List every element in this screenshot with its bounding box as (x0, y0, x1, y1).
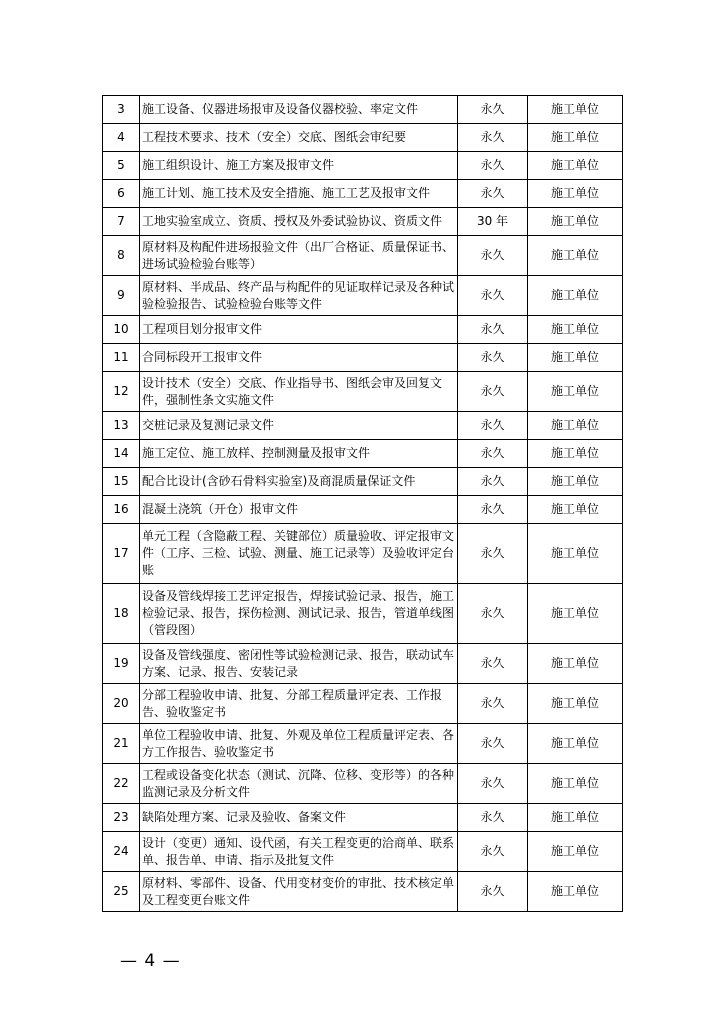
table-row (103, 124, 623, 152)
row-number: 10 (103, 316, 140, 344)
responsible-unit: 施工单位 (528, 644, 623, 684)
row-number: 17 (103, 524, 140, 584)
retention-period: 永久 (458, 412, 528, 440)
table-row (103, 496, 623, 524)
table-row (103, 180, 623, 208)
file-title: 单元工程（含隐蔽工程、关键部位）质量验收、评定报审文件（工序、三检、试验、测量、施工记录等）及验收评定台账 (140, 524, 458, 584)
retention-period: 永久 (458, 684, 528, 724)
table-row (103, 372, 623, 412)
row-number: 18 (103, 584, 140, 644)
row-number: 21 (103, 724, 140, 764)
row-number: 13 (103, 412, 140, 440)
file-title: 配合比设计(含砂石骨料实验室)及商混质量保证文件 (140, 468, 458, 496)
retention-period: 永久 (458, 344, 528, 372)
retention-period: 永久 (458, 764, 528, 804)
retention-period: 永久 (458, 152, 528, 180)
responsible-unit: 施工单位 (528, 276, 623, 316)
row-number: 5 (103, 152, 140, 180)
responsible-unit: 施工单位 (528, 724, 623, 764)
table-row (103, 236, 623, 276)
table-row (103, 832, 623, 872)
responsible-unit: 施工单位 (528, 684, 623, 724)
file-title: 设计技术（安全）交底、作业指导书、图纸会审及回复文件，强制性条文实施文件 (140, 372, 458, 412)
file-title: 工程或设备变化状态（测试、沉降、位移、变形等）的各种监测记录及分析文件 (140, 764, 458, 804)
responsible-unit: 施工单位 (528, 764, 623, 804)
row-number: 12 (103, 372, 140, 412)
row-number: 7 (103, 208, 140, 236)
row-number: 3 (103, 96, 140, 124)
file-title: 原材料、半成品、终产品与构配件的见证取样记录及各种试验检验报告、试验检验台账等文件 (140, 276, 458, 316)
file-title: 原材料及构配件进场报验文件（出厂合格证、质量保证书、进场试验检验台账等） (140, 236, 458, 276)
file-title: 设备及管线强度、密闭性等试验检测记录、报告，联动试车方案、记录、报告、安装记录 (140, 644, 458, 684)
retention-period: 永久 (458, 236, 528, 276)
table-row (103, 468, 623, 496)
file-title: 施工组织设计、施工方案及报审文件 (140, 152, 458, 180)
responsible-unit: 施工单位 (528, 832, 623, 872)
file-title: 原材料、零部件、设备、代用变材变价的审批、技术核定单及工程变更台账文件 (140, 872, 458, 912)
archive-table (102, 95, 623, 912)
file-title: 工程项目划分报审文件 (140, 316, 458, 344)
row-number: 25 (103, 872, 140, 912)
retention-period: 永久 (458, 468, 528, 496)
retention-period: 永久 (458, 584, 528, 644)
file-title: 分部工程验收申请、批复、分部工程质量评定表、工作报告、验收鉴定书 (140, 684, 458, 724)
file-title: 设备及管线焊接工艺评定报告，焊接试验记录、报告，施工检验记录、报告，探伤检测、测试记录、报告，管道单线图（管段图） (140, 584, 458, 644)
retention-period: 30 年 (458, 208, 528, 236)
table-row (103, 804, 623, 832)
responsible-unit: 施工单位 (528, 208, 623, 236)
table-row (103, 764, 623, 804)
file-title: 施工定位、施工放样、控制测量及报审文件 (140, 440, 458, 468)
page-number: — 4 — (120, 951, 181, 971)
responsible-unit: 施工单位 (528, 584, 623, 644)
row-number: 6 (103, 180, 140, 208)
archive-table-body (103, 96, 623, 912)
responsible-unit: 施工单位 (528, 124, 623, 152)
table-row (103, 412, 623, 440)
retention-period: 永久 (458, 180, 528, 208)
file-title: 工地实验室成立、资质、授权及外委试验协议、资质文件 (140, 208, 458, 236)
table-row (103, 524, 623, 584)
retention-period: 永久 (458, 372, 528, 412)
retention-period: 永久 (458, 440, 528, 468)
row-number: 15 (103, 468, 140, 496)
table-row (103, 96, 623, 124)
row-number: 23 (103, 804, 140, 832)
responsible-unit: 施工单位 (528, 412, 623, 440)
responsible-unit: 施工单位 (528, 524, 623, 584)
file-title: 施工设备、仪器进场报审及设备仪器校验、率定文件 (140, 96, 458, 124)
file-title: 施工计划、施工技术及安全措施、施工工艺及报审文件 (140, 180, 458, 208)
retention-period: 永久 (458, 496, 528, 524)
retention-period: 永久 (458, 832, 528, 872)
retention-period: 永久 (458, 644, 528, 684)
file-title: 工程技术要求、技术（安全）交底、图纸会审纪要 (140, 124, 458, 152)
retention-period: 永久 (458, 524, 528, 584)
retention-period: 永久 (458, 124, 528, 152)
retention-period: 永久 (458, 804, 528, 832)
responsible-unit: 施工单位 (528, 236, 623, 276)
responsible-unit: 施工单位 (528, 152, 623, 180)
table-row (103, 344, 623, 372)
table-row (103, 152, 623, 180)
row-number: 14 (103, 440, 140, 468)
table-row (103, 684, 623, 724)
responsible-unit: 施工单位 (528, 468, 623, 496)
retention-period: 永久 (458, 316, 528, 344)
file-title: 合同标段开工报审文件 (140, 344, 458, 372)
row-number: 20 (103, 684, 140, 724)
file-title: 设计（变更）通知、设代函，有关工程变更的洽商单、联系单、报告单、申请、指示及批复文件 (140, 832, 458, 872)
row-number: 19 (103, 644, 140, 684)
file-title: 缺陷处理方案、记录及验收、备案文件 (140, 804, 458, 832)
responsible-unit: 施工单位 (528, 872, 623, 912)
file-title: 交桩记录及复测记录文件 (140, 412, 458, 440)
table-row (103, 644, 623, 684)
row-number: 16 (103, 496, 140, 524)
responsible-unit: 施工单位 (528, 316, 623, 344)
table-row (103, 872, 623, 912)
responsible-unit: 施工单位 (528, 344, 623, 372)
row-number: 24 (103, 832, 140, 872)
row-number: 11 (103, 344, 140, 372)
row-number: 9 (103, 276, 140, 316)
retention-period: 永久 (458, 724, 528, 764)
table-row (103, 724, 623, 764)
table-row (103, 208, 623, 236)
responsible-unit: 施工单位 (528, 440, 623, 468)
retention-period: 永久 (458, 872, 528, 912)
table-row (103, 316, 623, 344)
responsible-unit: 施工单位 (528, 496, 623, 524)
row-number: 4 (103, 124, 140, 152)
table-row (103, 276, 623, 316)
row-number: 22 (103, 764, 140, 804)
responsible-unit: 施工单位 (528, 180, 623, 208)
retention-period: 永久 (458, 96, 528, 124)
file-title: 单位工程验收申请、批复、外观及单位工程质量评定表、各方工作报告、验收鉴定书 (140, 724, 458, 764)
responsible-unit: 施工单位 (528, 804, 623, 832)
retention-period: 永久 (458, 276, 528, 316)
responsible-unit: 施工单位 (528, 372, 623, 412)
row-number: 8 (103, 236, 140, 276)
responsible-unit: 施工单位 (528, 96, 623, 124)
table-row (103, 584, 623, 644)
file-title: 混凝土浇筑（开仓）报审文件 (140, 496, 458, 524)
table-row (103, 440, 623, 468)
